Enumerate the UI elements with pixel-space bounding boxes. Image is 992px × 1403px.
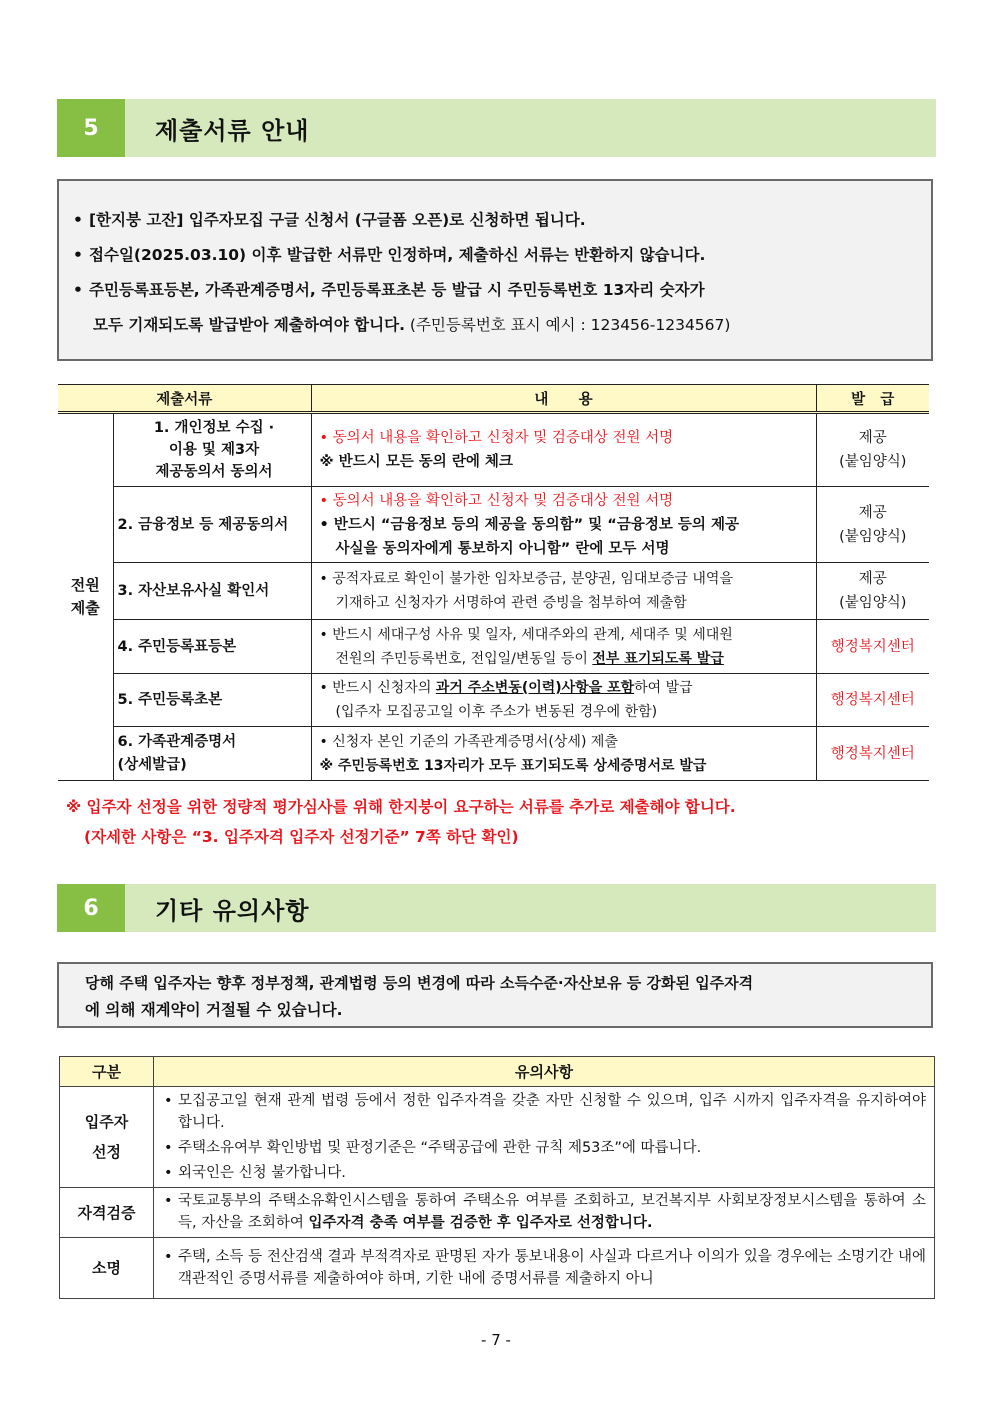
doc-content: • 동의서 내용을 확인하고 신청자 및 검증대상 전원 서명 ※ 반드시 모든 동의 란에 체크 <box>311 413 816 487</box>
caution-items: • 모집공고일 현재 관계 법령 등에서 정한 입주자격을 갖춘 자만 신청할 수 있으며, 입주 시까지 입주자격을 유지하여야 합니다. • 주택소유여부 확인방법 및 판정기준은 “주택공급에 관한 규칙 제53조”에 따릅니다. • 외국인은 신청 불가합니다. <box>154 1087 935 1188</box>
caution-category: 자격검증 <box>60 1188 154 1238</box>
header-category: 구분 <box>60 1057 154 1087</box>
header-notes: 유의사항 <box>154 1057 935 1087</box>
submission-notice-box <box>57 179 933 361</box>
page-number: - 7 - <box>481 1331 511 1349</box>
doc-issue: 행정복지센터 <box>816 727 929 781</box>
doc-name: 6. 가족관계증명서 (상세발급) <box>113 727 311 781</box>
table-row <box>58 674 929 727</box>
notice-line-2: • 접수일(2025.03.10) 이후 발급한 서류만 인정하며, 제출하신 서류는 반환하지 않습니다. <box>73 246 706 264</box>
doc-name: 4. 주민등록표등본 <box>113 620 311 674</box>
section-5-number: 5 <box>57 99 125 157</box>
doc-content: • 공적자료로 확인이 불가한 임차보증금, 분양권, 임대보증금 내역을 기재하고 신청자가 서명하여 관련 증빙을 첨부하여 제출함 <box>311 563 816 620</box>
table-row <box>58 413 929 487</box>
doc-issue: 행정복지센터 <box>816 674 929 727</box>
table-row <box>60 1188 935 1238</box>
doc-content: • 신청자 본인 기준의 가족관계증명서(상세) 제출 ※ 주민등록번호 13자리가 모두 표기되도록 상세증명서로 발급 <box>311 727 816 781</box>
doc-content: • 반드시 세대구성 사유 및 일자, 세대주와의 관계, 세대주 및 세대원 전원의 주민등록번호, 전입일/변동일 등이 전부 표기되도록 발급 <box>311 620 816 674</box>
doc-issue: 제공 (붙임양식) <box>816 487 929 563</box>
doc-issue: 제공 (붙임양식) <box>816 413 929 487</box>
doc-content: • 반드시 신청자의 과거 주소변동(이력)사항을 포함하여 발급 (입주자 모집공고일 이후 주소가 변동된 경우에 한함) <box>311 674 816 727</box>
caution-items: • 주택, 소득 등 전산검색 결과 부적격자로 판명된 자가 통보내용이 사실과 다르거나 이의가 있을 경우에는 소명기간 내에 객관적인 증명서류를 제출하여야 하며, 기한 내에 증명서류를 제출하지 아니 <box>154 1238 935 1299</box>
doc-content: • 동의서 내용을 확인하고 신청자 및 검증대상 전원 서명 • 반드시 “금융정보 등의 제공을 동의함” 및 “금융정보 등의 제공 사실을 동의자에게 통보하지 아니함” 란에 모두 서명 <box>311 487 816 563</box>
doc-name: 5. 주민등록초본 <box>113 674 311 727</box>
caution-category: 입주자 선정 <box>60 1087 154 1188</box>
header-content: 내 용 <box>311 385 816 413</box>
notice-line-1: • [한지붕 고잔] 입주자모집 구글 신청서 (구글폼 오픈)로 신청하면 됩니다. <box>73 211 586 229</box>
section-5-header <box>57 99 936 157</box>
table-row <box>60 1087 935 1188</box>
caution-category: 소명 <box>60 1238 154 1299</box>
caution-items: • 국토교통부의 주택소유확인시스템을 통하여 주택소유 여부를 조회하고, 보건복지부 사회보장정보시스템을 통하여 소득, 자산을 조회하여 입주자격 충족 여부를 검증한 후 입주자로 선정합니다. <box>154 1188 935 1238</box>
additional-documents-warning: ※ 입주자 선정을 위한 정량적 평가심사를 위해 한지붕이 요구하는 서류를 추가로 제출해야 합니다. (자세한 사항은 “3. 입주자격 입주자 선정기준” 7쪽 하단 확인) <box>66 798 736 846</box>
table-row <box>60 1238 935 1299</box>
doc-name: 1. 개인정보 수집 · 이용 및 제3자 제공동의서 동의서 <box>113 413 311 487</box>
caution-table <box>59 1056 935 1299</box>
table-row <box>58 620 929 674</box>
table-row <box>58 487 929 563</box>
section-6-number: 6 <box>57 884 125 932</box>
section-6-header <box>57 884 936 932</box>
group-label: 전원 제출 <box>58 413 113 781</box>
notice-line-3: • 주민등록표등본, 가족관계증명서, 주민등록표초본 등 발급 시 주민등록번호 13자리 숫자가 <box>73 281 705 299</box>
documents-table-header <box>58 385 929 413</box>
renewal-notice-box: 당해 주택 입주자는 향후 정부정책, 관계법령 등의 변경에 따라 소득수준·자산보유 등 강화된 입주자격 에 의해 재계약이 거절될 수 있습니다. <box>57 962 933 1028</box>
doc-name: 2. 금융정보 등 제공동의서 <box>113 487 311 563</box>
doc-issue: 제공 (붙임양식) <box>816 563 929 620</box>
doc-issue: 행정복지센터 <box>816 620 929 674</box>
caution-table-header <box>60 1057 935 1087</box>
notice-line-4: 모두 기재되도록 발급받아 제출하여야 합니다. (주민등록번호 표시 예시 : 123456-1234567) <box>93 316 731 334</box>
table-row <box>58 563 929 620</box>
doc-name: 3. 자산보유사실 확인서 <box>113 563 311 620</box>
section-5-title: 제출서류 안내 <box>125 99 936 157</box>
section-6-title: 기타 유의사항 <box>125 884 936 932</box>
header-documents: 제출서류 <box>58 385 311 413</box>
documents-table <box>58 384 929 781</box>
table-row <box>58 727 929 781</box>
header-issue: 발 급 <box>816 385 929 413</box>
